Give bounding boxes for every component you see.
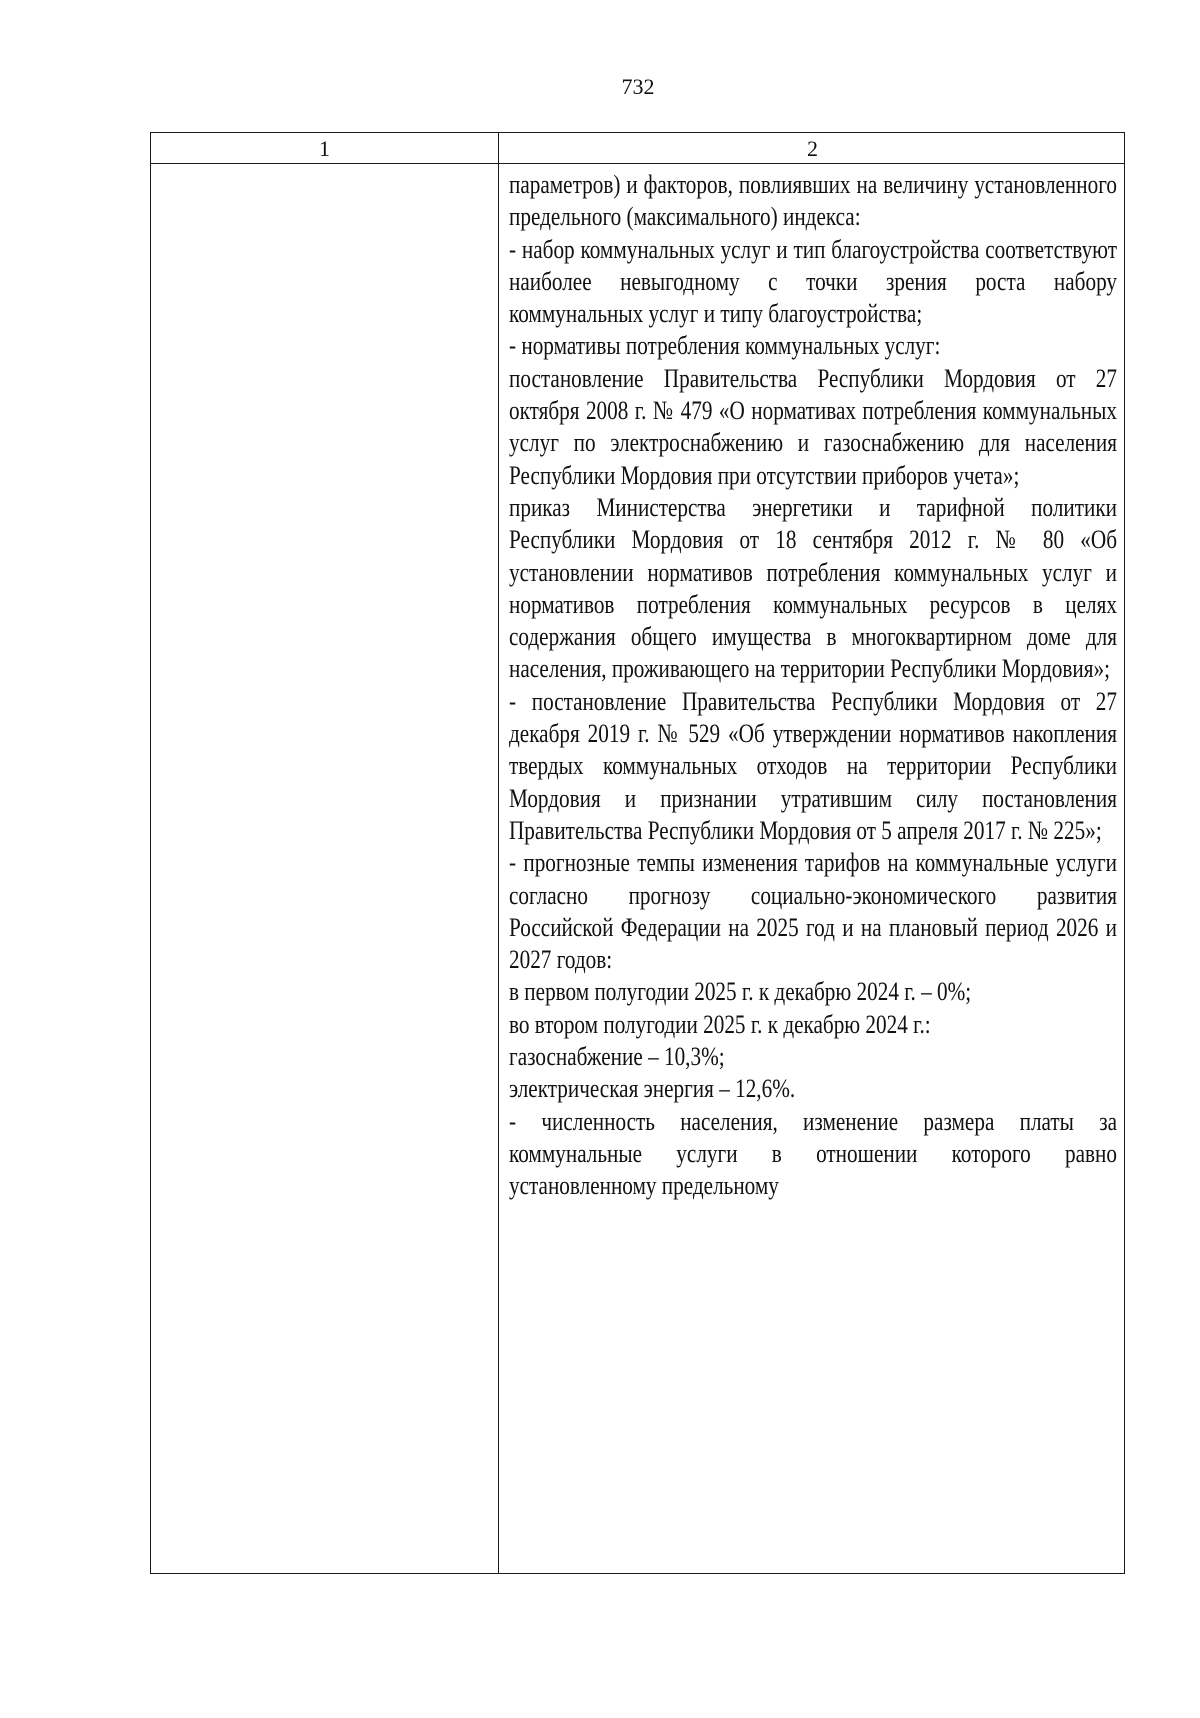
column-divider <box>498 133 499 1573</box>
paragraph-order-80: приказ Министерства энергетики и тарифной политики Республики Мордовия от 18 сентября 2012 г. № 80 «Об установлении нормативов потребления коммунальных услуг и нормативов потребления коммунальных ресурсов в целях содержания общего имущества в многоквартирном доме для населения, проживающего на территории Республики Мордовия»; <box>509 491 1117 684</box>
header-cell-column-2: 2 <box>807 136 818 161</box>
paragraph-services-set: - набор коммунальных услуг и тип благоустройства соответствуют наиболее невыгодному с точки зрения роста набору коммунальных услуг и типу благоустройства; <box>509 233 1117 329</box>
paragraph-resolution-529: - постановление Правительства Республики Мордовия от 27 декабря 2019 г. № 529 «Об утверждении нормативов накопления твердых коммунальных отходов на территории Республики Мордовия и признании утратившим силу постановления Правительства Республики Мордовия от 5 апреля 2017 г. № 225»; <box>509 685 1117 845</box>
paragraph-consumption-norms: - нормативы потребления коммунальных услуг: <box>509 330 941 361</box>
paragraph-electricity: электрическая энергия – 12,6%. <box>509 1073 796 1104</box>
paragraph-first-half: в первом полугодии 2025 г. к декабрю 2024 г. – 0%; <box>509 976 972 1007</box>
cell-column-2 <box>509 168 1117 1202</box>
document-table <box>150 132 1125 1574</box>
paragraph-factors-intro: параметров) и факторов, повлиявших на величину установленного предельного (максимального) индекса: <box>509 169 1117 232</box>
paragraph-second-half: во втором полугодии 2025 г. к декабрю 2024 г.: <box>509 1008 931 1039</box>
table-header-row <box>151 133 1124 164</box>
paragraph-tariff-forecast: - прогнозные темпы изменения тарифов на коммунальные услуги согласно прогнозу социально-экономического развития Российской Федерации на 2025 год и на плановый период 2026 и 2027 годов: <box>509 847 1117 975</box>
page-number: 732 <box>621 74 655 99</box>
header-cell-column-1: 1 <box>319 136 330 161</box>
paragraph-gas-supply: газоснабжение – 10,3%; <box>509 1041 725 1072</box>
paragraph-resolution-479: постановление Правительства Республики Мордовия от 27 октября 2008 г. № 479 «О нормативах потребления коммунальных услуг по электроснабжению и газоснабжению для населения Республики Мордовия при отсутствии приборов учета»; <box>509 362 1117 490</box>
paragraph-population: - численность населения, изменение размера платы за коммунальные услуги в отношении которого равно установленному предельному <box>509 1105 1117 1201</box>
